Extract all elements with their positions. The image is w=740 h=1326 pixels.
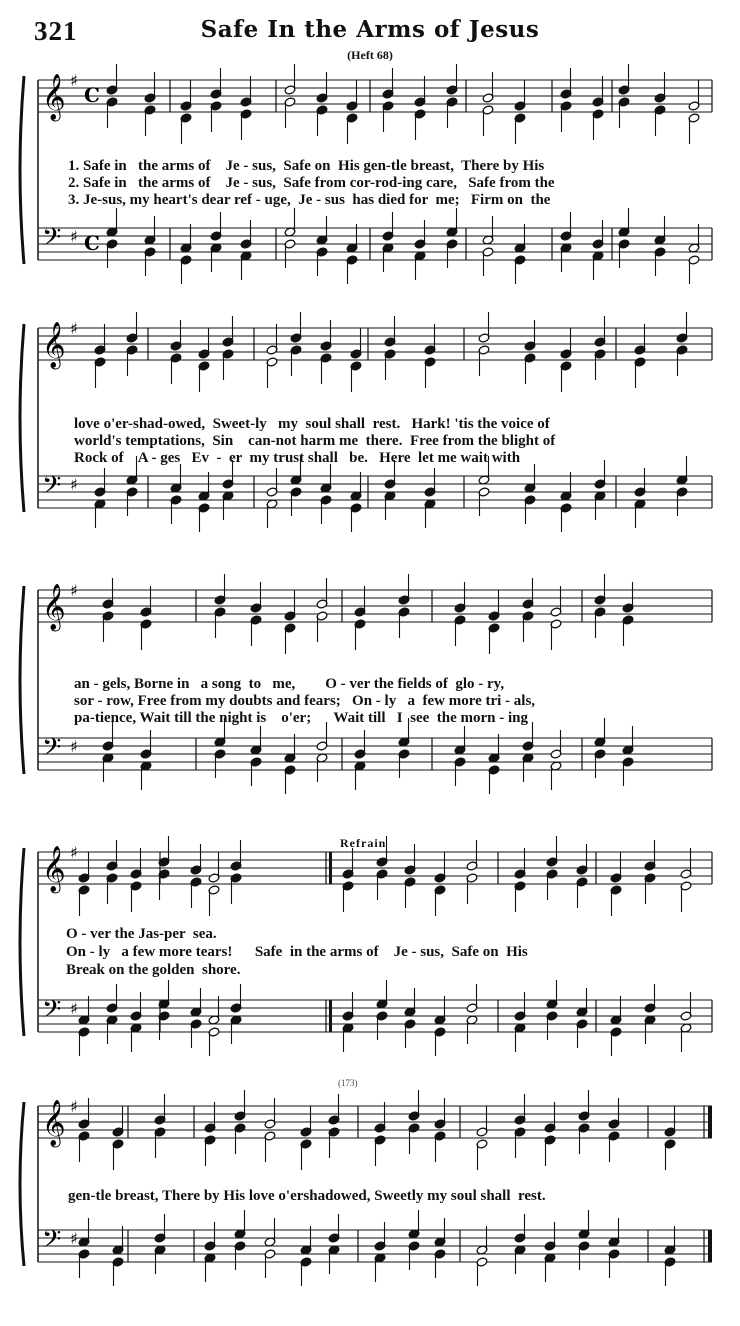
lyric-line: gen-tle breast, There by His love o'ershadowed, Sweetly my soul shall rest.: [68, 1188, 546, 1204]
key-signature-sharp: ♯: [70, 737, 78, 756]
key-signature-sharp: ♯: [70, 319, 78, 338]
treble-clef: 𝄞: [42, 846, 66, 892]
system-bracket: [20, 586, 24, 774]
key-signature-sharp: ♯: [70, 843, 78, 862]
time-signature: C: [84, 83, 100, 107]
bass-clef: 𝄢: [42, 1225, 62, 1260]
refrain-double-bar: [329, 1000, 332, 1032]
time-signature: C: [84, 231, 100, 255]
treble-clef: 𝄞: [42, 584, 66, 630]
lyric-line: 3. Je-sus, my heart's dear ref - uge, Je - sus has died for me; Firm on the: [68, 192, 551, 208]
lyric-line: world's temptations, Sin can-not harm me there. Free from the blight of: [74, 433, 556, 449]
music-system-5: [0, 1096, 740, 1326]
system-bracket: [20, 1102, 24, 1266]
lyric-line: pa-tience, Wait till the night is o'er; Wait till I see the morn - ing: [74, 710, 528, 726]
lyric-line: On - ly a few more tears! Safe in the arms of Je - sus, Safe on His: [66, 944, 528, 960]
refrain-label: Refrain: [340, 836, 387, 850]
final-barline: [708, 1106, 712, 1138]
key-signature-sharp: ♯: [70, 227, 78, 246]
bass-clef: 𝄢: [42, 995, 62, 1030]
lyric-line: love o'er-shad-owed, Sweet-ly my soul shall rest. Hark! 'tis the voice of: [74, 416, 550, 432]
bass-clef: 𝄢: [42, 223, 62, 258]
treble-clef: 𝄞: [42, 1100, 66, 1146]
key-signature-sharp: ♯: [70, 71, 78, 90]
bass-clef: 𝄢: [42, 733, 62, 768]
refrain-double-bar: [329, 852, 332, 884]
lyric-line: O - ver the Jas-per sea.: [66, 926, 217, 942]
system-bracket: [20, 324, 24, 512]
bass-clef: 𝄢: [42, 471, 62, 506]
system-bracket: [20, 848, 24, 1036]
lyric-line: sor - row, Free from my doubts and fears; On - ly a few more tri - als,: [74, 693, 536, 709]
key-signature-sharp: ♯: [70, 1229, 78, 1248]
lyric-line: Break on the golden shore.: [66, 962, 241, 978]
hymn-title: Safe In the Arms of Jesus: [200, 16, 540, 43]
hymn-number: 321: [34, 16, 78, 46]
hymn-reference: (Heft 68): [347, 48, 393, 62]
key-signature-sharp: ♯: [70, 1097, 78, 1116]
lyric-line: 2. Safe in the arms of Je - sus, Safe from cor-rod-ing care, Safe from the: [68, 175, 555, 191]
key-signature-sharp: ♯: [70, 999, 78, 1018]
lyric-line: Rock of A - ges Ev - er my trust shall be. Here let me wait with: [74, 450, 521, 466]
treble-clef: 𝄞: [42, 74, 66, 120]
page-mark: (173): [338, 1078, 358, 1088]
lyric-line: an - gels, Borne in a song to me, O - ver the fields of glo - ry,: [74, 676, 505, 692]
system-bracket: [20, 76, 24, 264]
key-signature-sharp: ♯: [70, 475, 78, 494]
final-barline: [708, 1230, 712, 1262]
treble-clef: 𝄞: [42, 322, 66, 368]
lyric-line: 1. Safe in the arms of Je - sus, Safe on His gen-tle breast, There by His: [68, 158, 545, 174]
key-signature-sharp: ♯: [70, 581, 78, 600]
